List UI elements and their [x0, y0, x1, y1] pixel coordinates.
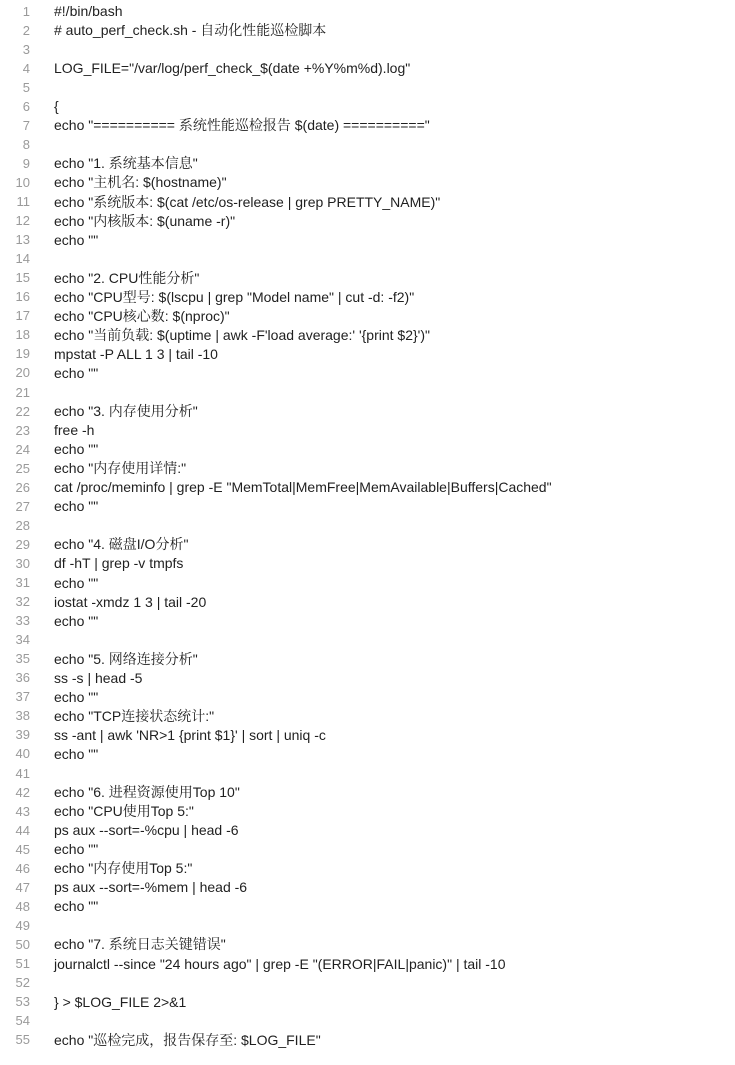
code-text[interactable]: echo "内存使用详情:" [54, 460, 187, 477]
code-line[interactable] [0, 744, 735, 763]
code-line[interactable] [0, 497, 735, 516]
code-line[interactable] [0, 2, 735, 21]
code-text[interactable]: echo "" [54, 898, 99, 915]
code-line[interactable] [0, 821, 735, 840]
line-number: 20 [15, 365, 30, 381]
code-text[interactable]: echo "内核版本: $(uname -r)" [54, 212, 236, 229]
line-number: 32 [15, 594, 30, 610]
code-text[interactable]: { [54, 98, 59, 115]
line-number: 49 [15, 917, 30, 933]
code-line[interactable] [0, 535, 735, 554]
code-line[interactable] [0, 440, 735, 459]
line-number: 27 [15, 498, 30, 514]
line-number: 36 [15, 670, 30, 686]
code-line[interactable] [0, 592, 735, 611]
line-number: 50 [15, 936, 30, 952]
code-line[interactable] [0, 421, 735, 440]
code-text[interactable]: echo "2. CPU性能分析" [54, 269, 200, 286]
line-number: 23 [15, 422, 30, 438]
code-line[interactable] [0, 554, 735, 573]
code-text[interactable]: echo "" [54, 688, 99, 705]
line-number: 2 [22, 22, 30, 38]
line-number: 38 [15, 708, 30, 724]
code-line[interactable] [0, 192, 735, 211]
code-line[interactable] [0, 859, 735, 878]
code-text[interactable]: # auto_perf_check.sh - 自动化性能巡检脚本 [54, 22, 327, 39]
code-line[interactable] [0, 383, 735, 402]
code-text[interactable]: echo "CPU使用Top 5:" [54, 803, 194, 820]
code-text[interactable]: journalctl --since "24 hours ago" | grep -E "(ERROR|FAIL|panic)" | tail -10 [54, 955, 506, 972]
line-number: 54 [15, 1013, 30, 1029]
code-line[interactable] [0, 21, 735, 40]
line-number: 26 [15, 479, 30, 495]
line-number: 48 [15, 898, 30, 914]
line-number: 51 [15, 956, 30, 971]
code-line[interactable] [0, 725, 735, 744]
line-number: 9 [22, 155, 30, 171]
code-text[interactable]: echo "========== 系统性能巡检报告 $(date) ==========" [54, 117, 430, 134]
code-text[interactable]: echo "" [54, 745, 99, 762]
code-line[interactable] [0, 325, 735, 344]
code-line[interactable] [0, 897, 735, 916]
code-line[interactable] [0, 706, 735, 725]
line-number: 22 [15, 403, 30, 419]
code-line[interactable] [0, 954, 735, 973]
code-line[interactable] [0, 116, 735, 135]
code-line[interactable] [0, 840, 735, 859]
code-line[interactable] [0, 59, 735, 78]
code-line[interactable] [0, 135, 735, 154]
line-number: 12 [15, 213, 30, 229]
code-text[interactable]: cat /proc/meminfo | grep -E "MemTotal|MemFree|MemAvailable|Buffers|Cached" [54, 479, 552, 496]
line-number: 35 [15, 651, 30, 667]
code-line[interactable] [0, 935, 735, 954]
code-text[interactable]: ss -s | head -5 [54, 669, 143, 686]
code-line[interactable] [0, 992, 735, 1011]
code-line[interactable] [0, 973, 735, 992]
code-text[interactable]: echo "内存使用Top 5:" [54, 860, 193, 877]
code-line[interactable] [0, 478, 735, 497]
line-number: 21 [15, 384, 30, 400]
code-line[interactable] [0, 344, 735, 363]
code-text[interactable]: df -hT | grep -v tmpfs [54, 555, 184, 572]
code-text[interactable]: echo "CPU型号: $(lscpu | grep "Model name" | cut -d: -f2)" [54, 288, 415, 305]
code-text[interactable]: echo "" [54, 498, 99, 515]
code-text[interactable]: echo "" [54, 441, 99, 458]
line-number: 18 [15, 327, 30, 343]
line-number: 4 [22, 60, 30, 76]
line-number: 33 [15, 613, 30, 629]
line-number: 34 [15, 632, 30, 648]
code-line[interactable] [0, 668, 735, 687]
code-text[interactable]: echo "" [54, 364, 99, 381]
line-number: 16 [15, 289, 30, 305]
line-number: 24 [15, 441, 30, 457]
code-text[interactable]: echo "" [54, 574, 99, 591]
line-number: 17 [15, 308, 30, 324]
line-number: 6 [22, 98, 30, 114]
code-text[interactable]: echo "6. 进程资源使用Top 10" [54, 784, 240, 801]
code-line[interactable] [0, 630, 735, 649]
code-line[interactable] [0, 459, 735, 478]
code-text[interactable]: echo "系统版本: $(cat /etc/os-release | grep PRETTY_NAME)" [54, 193, 441, 210]
line-number: 15 [15, 270, 30, 286]
line-number: 39 [15, 727, 30, 743]
line-number: 46 [15, 860, 30, 876]
code-line[interactable] [0, 916, 735, 935]
code-text[interactable]: echo "7. 系统日志关键错误" [54, 936, 226, 953]
line-number: 29 [15, 536, 30, 552]
code-text[interactable]: ss -ant | awk 'NR>1 {print $1}' | sort | uniq -c [54, 726, 326, 743]
line-number: 44 [15, 822, 30, 838]
code-line[interactable] [0, 173, 735, 192]
code-text[interactable]: mpstat -P ALL 1 3 | tail -10 [54, 345, 218, 362]
line-number: 13 [15, 232, 30, 248]
code-text[interactable]: } > $LOG_FILE 2>&1 [54, 993, 187, 1010]
line-number: 14 [15, 251, 30, 267]
code-text[interactable]: echo "1. 系统基本信息" [54, 155, 198, 172]
code-line[interactable] [0, 1030, 735, 1049]
code-text[interactable]: echo "TCP连接状态统计:" [54, 707, 215, 724]
code-line[interactable] [0, 230, 735, 249]
line-number: 45 [15, 841, 30, 857]
line-number: 10 [15, 174, 30, 190]
line-number: 53 [15, 994, 30, 1010]
code-line[interactable] [0, 649, 735, 668]
code-text[interactable]: echo "主机名: $(hostname)" [54, 174, 227, 191]
code-line[interactable] [0, 78, 735, 97]
line-number: 43 [15, 803, 30, 819]
line-number: 19 [15, 346, 30, 362]
code-line[interactable] [0, 402, 735, 421]
line-number: 28 [15, 517, 30, 533]
line-number: 55 [15, 1032, 30, 1048]
code-line[interactable] [0, 783, 735, 802]
code-text[interactable]: echo "CPU核心数: $(nproc)" [54, 307, 230, 324]
line-number: 7 [22, 117, 30, 133]
code-line[interactable] [0, 249, 735, 268]
code-line[interactable] [0, 211, 735, 230]
line-number: 30 [15, 555, 30, 571]
code-text[interactable]: echo "" [54, 612, 99, 629]
code-line[interactable] [0, 516, 735, 535]
line-number: 47 [15, 879, 30, 895]
code-line[interactable] [0, 764, 735, 783]
code-text[interactable]: ps aux --sort=-%mem | head -6 [54, 879, 248, 896]
line-number: 40 [15, 746, 30, 762]
code-line[interactable] [0, 97, 735, 116]
code-line[interactable] [0, 40, 735, 59]
code-text[interactable]: echo "3. 内存使用分析" [54, 403, 198, 420]
line-number: 8 [22, 136, 30, 152]
code-text[interactable]: #!/bin/bash [54, 3, 123, 19]
line-number: 1 [22, 3, 30, 19]
line-number: 11 [16, 194, 30, 209]
code-line[interactable] [0, 287, 735, 306]
line-number: 37 [15, 689, 30, 705]
line-number: 31 [15, 575, 30, 590]
code-text[interactable]: free -h [54, 422, 95, 439]
code-text[interactable]: echo "巡检完成，报告保存至: $LOG_FILE" [54, 1031, 321, 1048]
code-line[interactable] [0, 363, 735, 382]
line-number: 42 [15, 784, 30, 800]
code-line[interactable] [0, 802, 735, 821]
code-text[interactable]: echo "5. 网络连接分析" [54, 650, 198, 667]
code-text[interactable]: echo "" [54, 231, 99, 248]
line-number: 25 [15, 460, 30, 476]
code-line[interactable] [0, 611, 735, 630]
line-number: 3 [22, 41, 30, 57]
code-line[interactable] [0, 1011, 735, 1030]
code-text[interactable]: echo "当前负载: $(uptime | awk -F'load average:' '{print $2}')" [54, 326, 430, 343]
code-text[interactable]: LOG_FILE="/var/log/perf_check_$(date +%Y%m%d).log" [54, 60, 411, 77]
code-line[interactable] [0, 154, 735, 173]
code-line[interactable] [0, 878, 735, 897]
code-line[interactable] [0, 573, 735, 592]
line-number: 41 [15, 765, 30, 781]
line-number: 5 [22, 79, 30, 95]
code-text[interactable]: echo "4. 磁盘I/O分析" [54, 536, 189, 553]
code-line[interactable] [0, 687, 735, 706]
code-text[interactable]: iostat -xmdz 1 3 | tail -20 [54, 593, 207, 610]
code-text[interactable]: echo "" [54, 841, 99, 858]
code-line[interactable] [0, 268, 735, 287]
line-number: 52 [15, 975, 30, 991]
code-line[interactable] [0, 306, 735, 325]
code-text[interactable]: ps aux --sort=-%cpu | head -6 [54, 822, 239, 839]
